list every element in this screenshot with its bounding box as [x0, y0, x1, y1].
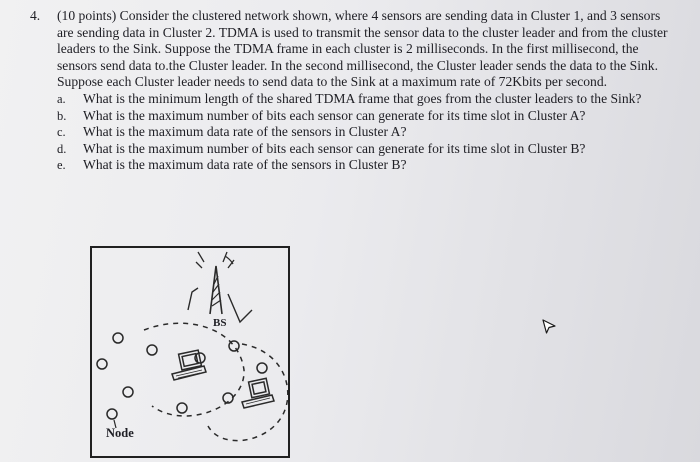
question-number: 4.	[30, 8, 41, 23]
part-text: What is the maximum number of bits each sensor can generate for its time slot in Cluster A?	[83, 107, 586, 123]
laptop-icon	[242, 378, 274, 408]
hand-pointer-icon	[540, 318, 558, 341]
link-line	[188, 288, 198, 310]
question-parts	[30, 91, 670, 174]
part-letter: e.	[57, 158, 66, 173]
antenna-tower-icon	[196, 252, 234, 314]
question-header	[30, 8, 670, 91]
part-text: What is the maximum data rate of the sensors in Cluster A?	[83, 124, 407, 140]
part-d	[57, 141, 670, 158]
part-text: What is the minimum length of the shared TDMA frame that goes from the cluster leaders to the Sink?	[83, 90, 642, 106]
network-diagram	[90, 246, 290, 458]
bs-label: BS	[213, 317, 227, 329]
question-4	[30, 8, 670, 174]
part-letter: b.	[57, 108, 67, 123]
part-letter: d.	[57, 141, 67, 156]
part-c	[57, 124, 670, 141]
question-text: (10 points) Consider the clustered network shown, where 4 sensors are sending data in Cluster 1, and 3 sensors are sending data in Cluster 2. TDMA is used to transmit the sensor data to the cluster leader and from the cluster leaders to the Sink. Suppose the TDMA frame in each cluster is 2 milliseconds. In the first millisecond, the sensors send data to.the Cluster leader. In the second millisecond, the Cluster leader sends the data to the Sink. Suppose each Cluster leader needs to send data to the Sink at a maximum rate of 72Kbits per second.	[57, 8, 668, 90]
part-text: What is the maximum data rate of the sensors in Cluster B?	[83, 157, 407, 173]
cluster-2-boundary	[208, 344, 288, 441]
laptop-icon	[172, 350, 206, 380]
network-drawing	[92, 248, 288, 456]
part-a	[57, 91, 670, 108]
cluster-1-boundary	[144, 323, 244, 416]
part-letter: a.	[57, 91, 66, 106]
part-text: What is the maximum number of bits each sensor can generate for its time slot in Cluster B?	[83, 140, 586, 156]
part-b	[57, 108, 670, 125]
sensor-node	[97, 333, 267, 419]
link-line	[228, 294, 252, 322]
part-e	[57, 157, 670, 174]
node-label: Node	[106, 426, 134, 440]
part-letter: c.	[57, 125, 66, 140]
